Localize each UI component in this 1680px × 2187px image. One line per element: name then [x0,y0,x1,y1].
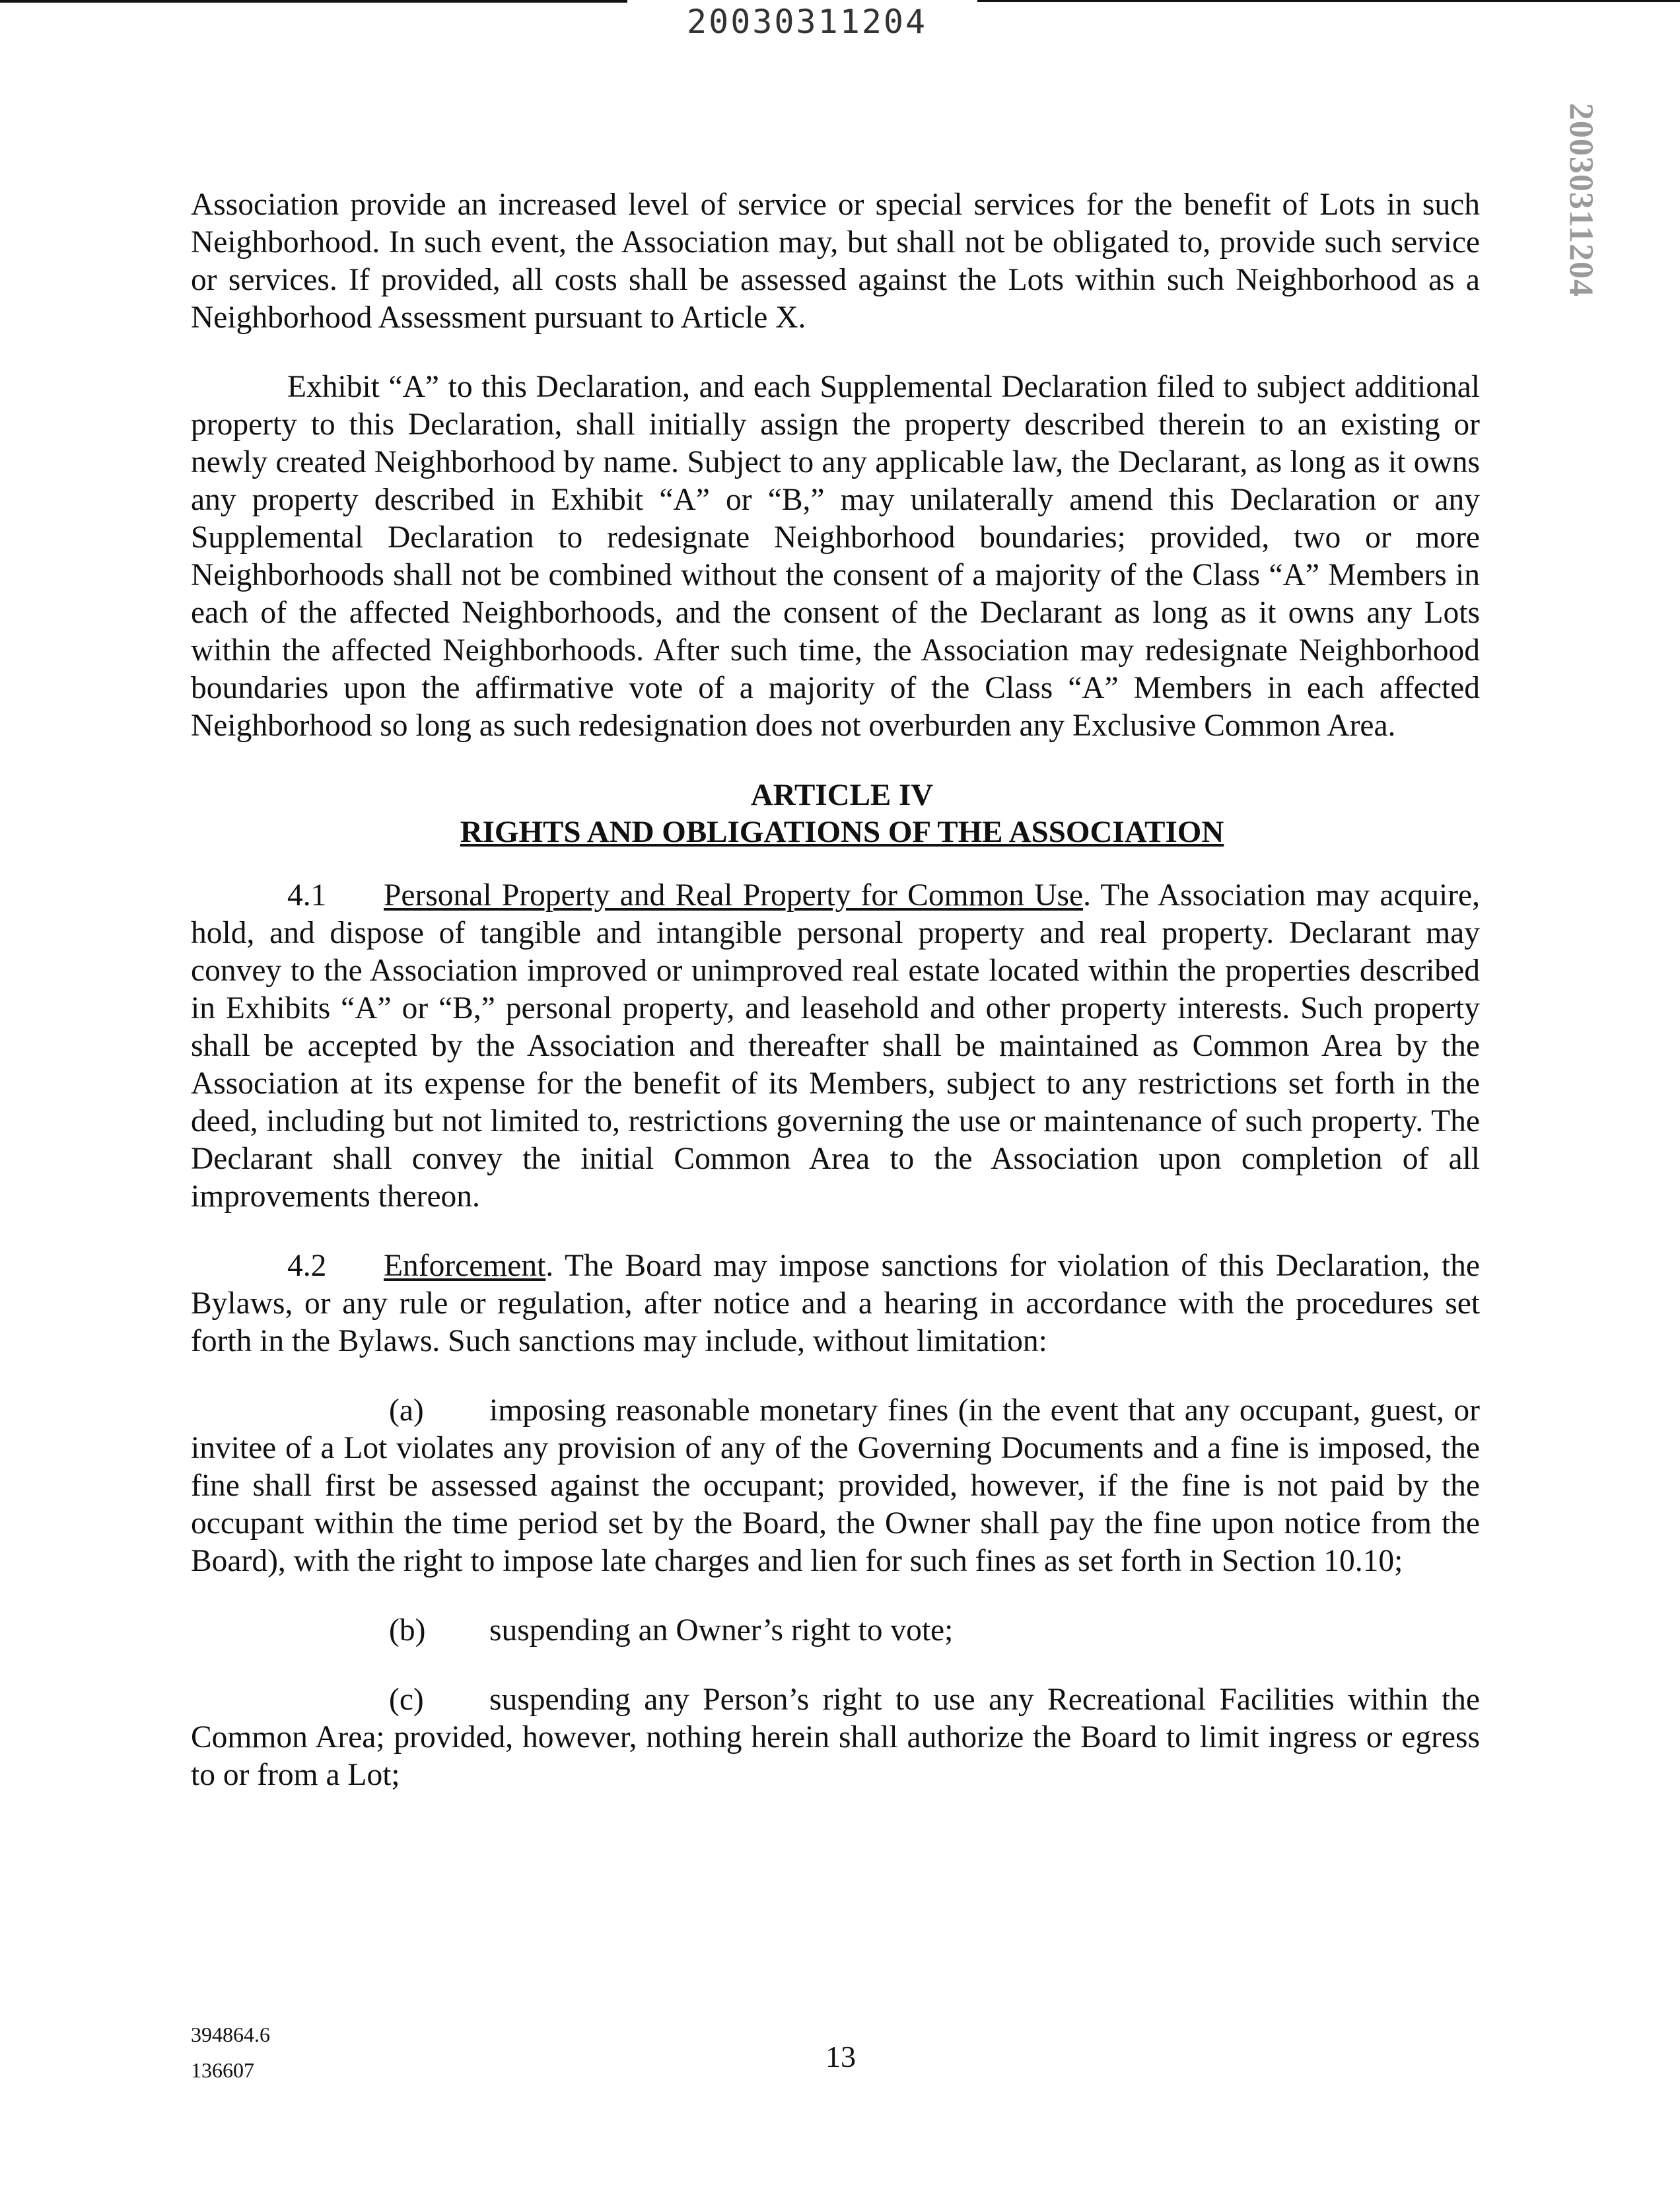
section-number: 4.2 [287,1249,327,1283]
footer-identifiers [191,2017,270,2088]
section-title: Personal Property and Real Property for Common Use [384,878,1084,913]
list-item-a [191,1392,1480,1580]
list-item-c [191,1681,1480,1794]
item-text: suspending an Owner’s right to vote; [489,1613,954,1648]
section-4-1 [191,877,1480,1216]
item-text: imposing reasonable monetary fines (in the event that any occupant, guest, or invitee of a Lot violates any provision of any of the Governing Documents and a fine is imposed, the fine shall first be assessed against the occupant; provided, however, if the fine is not paid by the occupant within the time period set by the Board, the Owner shall pay the fine upon notice from the Board), with the right to impose late charges and lien for such fines as set forth in Section 10.10; [191,1393,1480,1578]
item-letter: (a) [389,1393,424,1428]
section-number: 4.1 [287,878,327,913]
paragraph-continuation: Association provide an increased level of service or special services for the benefit of Lots in such Neighborhood. In such event, the Association may, but shall not be obligated to, provide such service or services. If provided, all costs shall be assessed against the Lots within such Neighborhood as a Neighborhood Assessment pursuant to Article X. [191,188,1480,335]
section-text: . The Association may acquire, hold, and dispose of tangible and intangible personal property and real property. Declarant may convey to the Association improved or unimproved real estate located within the properties described in Exhibits “A” or “B,” personal property, and leasehold and other property interests. Such property shall be accepted by the Association and thereafter shall be maintained as Common Area by the Association at its expense for the benefit of its Members, subject to any restrictions set forth in the deed, including but not limited to, restrictions governing the use or maintenance of such property. The Declarant shall convey the initial Common Area to the Association upon completion of all improvements thereon. [191,878,1480,1214]
page-number: 13 [825,2040,856,2073]
article-title: RIGHTS AND OBLIGATIONS OF THE ASSOCIATION [460,815,1224,849]
side-stamp-text: 20030311204 [1562,102,1600,298]
recording-number: 20030311204 [687,3,928,41]
item-text: suspending any Person’s right to use any Recreational Facilities within the Common Area; provided, however, nothing herein shall authorize the Board to limit ingress or egress to or from a Lot; [191,1683,1480,1792]
scan-edge-rule [0,0,627,3]
item-letter: (b) [389,1613,426,1648]
section-title: Enforcement [384,1249,546,1283]
paragraph-exhibit: Exhibit “A” to this Declaration, and each Supplemental Declaration filed to subject additional property to this Declaration, shall initially assign the property described therein to an existing or newly created Neighborhood by name. Subject to any applicable law, the Declarant, as long as it owns any property described in Exhibit “A” or “B,” may unilaterally amend this Declaration or any Supplemental Declaration to redesignate Neighborhood boundaries; provided, two or more Neighborhoods shall not be combined without the consent of a majority of the Class “A” Members in each of the affected Neighborhoods, and the consent of the Declarant as long as it owns any Lots within the affected Neighborhoods. After such time, the Association may redesignate Neighborhood boundaries upon the affirmative vote of a majority of the Class “A” Members in each affected Neighborhood so long as such redesignation does not overburden any Exclusive Common Area. [191,370,1480,743]
section-4-2 [191,1247,1480,1360]
section-text: . The Board may impose sanctions for violation of this Declaration, the Bylaws, or any rule or regulation, after notice and a hearing in accordance with the procedures set forth in the Bylaws. Such sanctions may include, without limitation: [191,1249,1480,1358]
scan-edge-rule-right [977,0,1680,2]
document-body [191,186,1480,1826]
list-item-b [191,1612,1480,1649]
article-heading: ARTICLE IV [750,778,934,812]
doc-id: 394864.6 [191,2023,270,2046]
item-letter: (c) [389,1683,424,1717]
side-recording-stamp [1560,94,1602,306]
client-id: 136607 [191,2058,254,2082]
